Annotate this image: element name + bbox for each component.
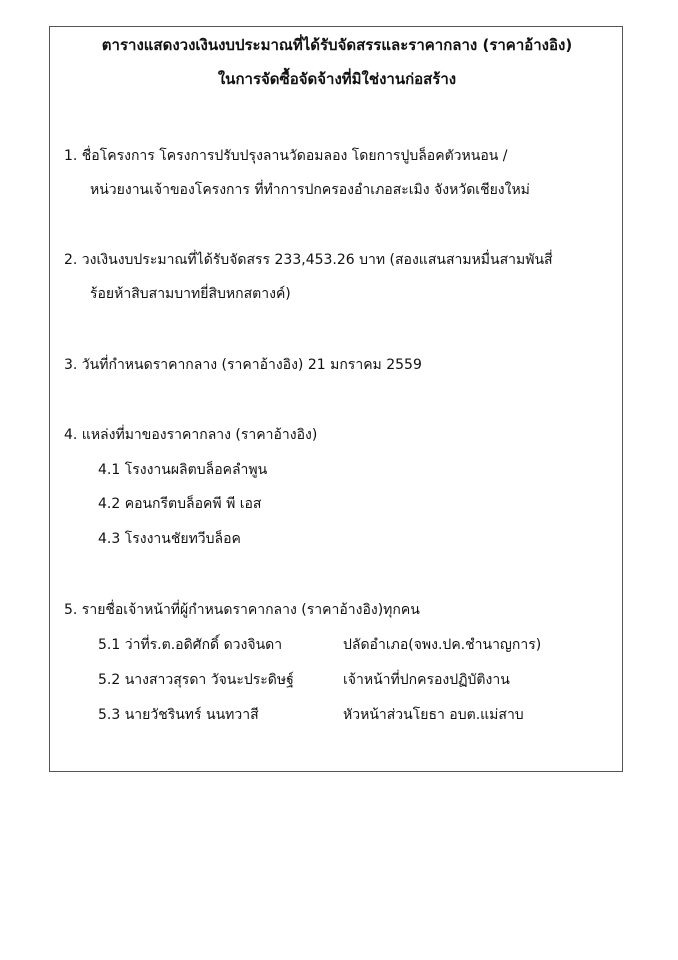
document-frame: [49, 26, 623, 772]
reference-date-line: 3. วันที่กำหนดราคากลาง (ราคาอ้างอิง) 21 มกราคม 2559: [64, 357, 422, 373]
price-sources-heading: 4. แหล่งที่มาของราคากลาง (ราคาอ้างอิง): [64, 427, 318, 443]
budget-line-1: 2. วงเงินงบประมาณที่ได้รับจัดสรร 233,453.26 บาท (สองแสนสามหมื่นสามพันสี่: [64, 252, 553, 268]
price-source-item: 4.3 โรงงานชัยทวีบล็อค: [98, 531, 241, 547]
title-line-2: ในการจัดซื้อจัดจ้างที่มิใช่งานก่อสร้าง: [217, 70, 457, 88]
price-source-item: 4.1 โรงงานผลิตบล็อคลำพูน: [98, 462, 268, 478]
officials-heading: 5. รายชื่อเจ้าหน้าที่ผู้กำหนดราคากลาง (ราคาอ้างอิง)ทุกคน: [64, 602, 420, 618]
official-name: 5.1 ว่าที่ร.ต.อดิศักดิ์ ดวงจินดา: [98, 637, 283, 653]
official-name: 5.3 นายวัชรินทร์ นนทวาสี: [98, 707, 259, 723]
official-position: เจ้าหน้าที่ปกครองปฏิบัติงาน: [343, 672, 510, 688]
budget-line-2: ร้อยห้าสิบสามบาทยี่สิบหกสตางค์): [90, 286, 291, 302]
project-name-line-1: 1. ชื่อโครงการ โครงการปรับปรุงลานวัดอมลอง โดยการปูบล็อคตัวหนอน /: [64, 148, 508, 164]
project-name-line-2: หน่วยงานเจ้าของโครงการ ที่ทำการปกครองอำเภอสะเมิง จังหวัดเชียงใหม่: [90, 182, 530, 198]
price-source-item: 4.2 คอนกรีตบล็อคพี พี เอส: [98, 496, 262, 512]
official-position: หัวหน้าส่วนโยธา อบต.แม่สาบ: [343, 707, 524, 723]
official-position: ปลัดอำเภอ(จพง.ปค.ชำนาญการ): [343, 637, 542, 653]
title-line-1: ตารางแสดงวงเงินงบประมาณที่ได้รับจัดสรรและราคากลาง (ราคาอ้างอิง): [101, 36, 573, 54]
official-name: 5.2 นางสาวสุรดา วัจนะประดิษฐ์: [98, 672, 294, 688]
